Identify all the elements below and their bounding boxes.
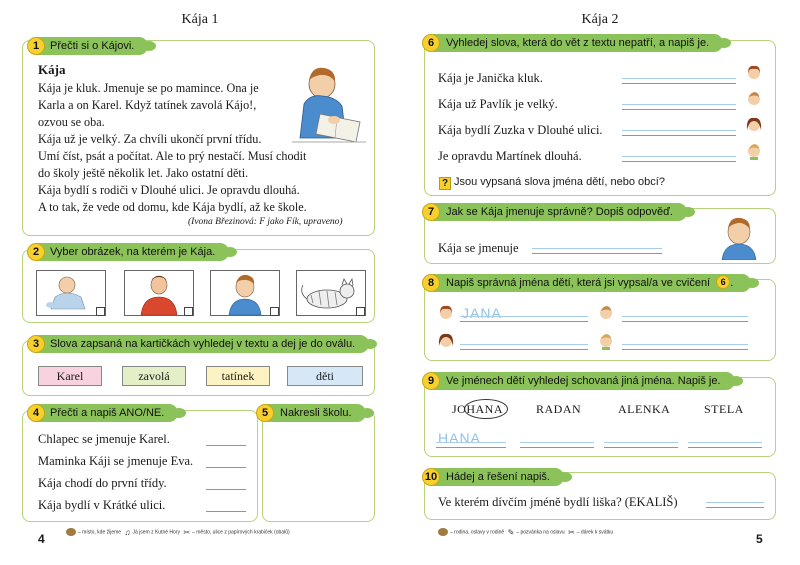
story-line: Karla a on Karel. Když tatínek zavolá Kájo!,: [38, 98, 257, 112]
answer-line[interactable]: [622, 78, 736, 84]
instruction-text: Napiš správná jména dětí, která jsi vypsal/a ve cvičení: [446, 277, 711, 289]
legend-text: – dárek k svátku: [576, 529, 614, 536]
picture-checkbox[interactable]: [96, 307, 105, 316]
legend-text: – město, ulice z papírových krabiček (obalů): [192, 529, 290, 536]
owl-icon: [438, 528, 448, 536]
exercise-number: 2: [27, 243, 45, 261]
answer-line[interactable]: [206, 511, 246, 512]
exercise-number: 1: [27, 37, 45, 55]
legend: [436, 528, 613, 536]
statement-text: Chlapec se jmenuje Karel.: [38, 432, 170, 446]
girl-face-icon: [438, 332, 454, 350]
answer-line[interactable]: [532, 248, 662, 254]
name-word: JOHANA: [452, 402, 503, 416]
story-source: (Ivona Březinová: F jako Fík, upraveno): [188, 217, 343, 227]
cat-image: [297, 271, 365, 315]
word-card: tatínek: [206, 366, 270, 386]
writing-line[interactable]: [604, 442, 678, 448]
writing-line[interactable]: [688, 442, 762, 448]
exercise-instruction: [432, 274, 751, 292]
exercise-instruction: Slova zapsaná na kartičkách vyhledej v textu a dej je do oválu.: [36, 335, 369, 353]
sentence-text: Kája bydlí Zuzka v Dlouhé ulici.: [438, 123, 603, 137]
girl-face-icon: [438, 304, 454, 322]
exercise-number: 9: [422, 372, 440, 390]
boy-face-icon: [746, 142, 762, 160]
exercise-instruction: Přečti a napiš ANO/NE.: [36, 404, 178, 422]
statement-text: Kája chodí do první třídy.: [38, 476, 167, 490]
writing-line[interactable]: [520, 442, 594, 448]
picture-checkbox[interactable]: [356, 307, 365, 316]
legend-text: Já jsem z Kutné Hory: [132, 529, 180, 536]
pen-icon: ✎: [507, 528, 515, 537]
exercise-number: 4: [27, 404, 45, 422]
exercise-number: 5: [256, 404, 274, 422]
page-title: Kája 1: [181, 12, 219, 27]
boy-reading-illustration: [290, 64, 368, 146]
story-title: Kája: [38, 62, 66, 77]
boy-face-icon: [598, 304, 614, 322]
story-line: Kája je kluk. Jmenuje se po mamince. Ona je: [38, 81, 259, 95]
name-word: RADAN: [536, 402, 582, 416]
man-image: [125, 271, 193, 315]
girl-face-icon: [746, 116, 762, 134]
answer-line[interactable]: [622, 130, 736, 136]
writing-line[interactable]: [622, 316, 748, 322]
scissors-icon: ✂: [183, 528, 191, 537]
story-line: Kája už je velký. Za chvíli ukončí první třídu.: [38, 132, 262, 146]
exercise-number: 7: [422, 203, 440, 221]
baby-image: [37, 271, 105, 315]
sentence-text: Kája je Janička kluk.: [438, 71, 543, 85]
legend-text: – místo, kde žijeme: [78, 529, 122, 536]
tracing-word: JANA: [462, 305, 502, 321]
word-card: děti: [287, 366, 363, 386]
owl-icon: [66, 528, 76, 536]
exercise-reference: 6: [716, 275, 730, 289]
picture-checkbox[interactable]: [184, 307, 193, 316]
boy-image: [211, 271, 279, 315]
answer-line[interactable]: [622, 104, 736, 110]
exercise-number: 3: [27, 335, 45, 353]
tracing-word: HANA: [438, 430, 481, 446]
answer-line[interactable]: [206, 445, 246, 446]
riddle-text: Ve kterém dívčím jméně bydlí liška? (EKALIŠ): [438, 495, 678, 509]
exercise-5-drawing-box[interactable]: [262, 410, 375, 522]
scissors-icon: ✂: [568, 528, 575, 537]
instruction-end: .: [730, 277, 734, 289]
story-line: ozvou se oba.: [38, 115, 105, 129]
exercise-instruction: Vyber obrázek, na kterém je Kája.: [36, 243, 229, 261]
page-number: 4: [38, 532, 45, 546]
legend-text: – pozvánka na oslavu: [516, 529, 565, 536]
story-line: A to tak, že vede od domu, kde Kája bydlí, až ke škole.: [38, 200, 307, 214]
circled-part: [464, 399, 508, 419]
legend: [64, 528, 290, 536]
sentence-text: Je opravdu Martínek dlouhá.: [438, 149, 582, 163]
exercise-instruction: Přečti si o Kájovi.: [36, 37, 148, 55]
question-mark-icon: ?: [439, 177, 451, 190]
writing-line[interactable]: [460, 316, 588, 322]
right-page: [400, 0, 800, 565]
name-word: STELA: [704, 402, 744, 416]
exercise-instruction: Nakresli školu.: [266, 404, 366, 422]
boy-portrait-illustration: [718, 212, 760, 260]
word-card: Karel: [38, 366, 102, 386]
exercise-number: 6: [422, 34, 440, 52]
boy-face-icon: [746, 90, 762, 108]
name-word: ALENKA: [618, 402, 671, 416]
statement-text: Kája bydlí v Krátké ulici.: [38, 498, 166, 512]
music-note-icon: ♫: [124, 528, 131, 537]
page-title: Kája 2: [581, 12, 619, 27]
story-line: Kája bydlí s rodiči v Dlouhé ulici. Je opravdu dlouhá.: [38, 183, 300, 197]
story-line: do školy ještě několik let. Jako ostatní děti.: [38, 166, 249, 180]
exercise-6-box: [424, 40, 776, 196]
exercise-number: 10: [422, 468, 440, 486]
answer-line[interactable]: [206, 489, 246, 490]
exercise-instruction: Jak se Kája jmenuje správně? Dopiš odpověď.: [432, 203, 687, 221]
sentence-text: Kája se jmenuje: [438, 241, 519, 255]
answer-line[interactable]: [622, 156, 736, 162]
writing-line[interactable]: [436, 442, 506, 448]
exercise-number: 8: [422, 274, 440, 292]
answer-line[interactable]: [706, 502, 764, 508]
writing-line[interactable]: [622, 344, 748, 350]
sentence-text: Kája už Pavlík je velký.: [438, 97, 558, 111]
exercise-instruction: Ve jménech dětí vyhledej schovaná jiná jména. Napiš je.: [432, 372, 735, 390]
picture-checkbox[interactable]: [270, 307, 279, 316]
exercise-instruction: Vyhledej slova, která do vět z textu nepatří, a napiš je.: [432, 34, 723, 52]
legend-text: – rodina, oslavy v rodině: [450, 529, 505, 536]
boy-face-icon: [598, 332, 614, 350]
writing-line[interactable]: [460, 344, 588, 350]
girl-face-icon: [746, 64, 762, 82]
page-number: 5: [756, 532, 763, 546]
story-line: Umí číst, psát a počítat. Ale to prý nestačí. Musí chodit: [38, 149, 307, 163]
answer-line[interactable]: [206, 467, 246, 468]
word-card: zavolá: [122, 366, 186, 386]
exercise-instruction: Hádej a řešení napiš.: [432, 468, 564, 486]
question-text: Jsou vypsaná slova jména dětí, nebo obcí?: [454, 176, 665, 188]
statement-text: Maminka Káji se jmenuje Eva.: [38, 454, 194, 468]
